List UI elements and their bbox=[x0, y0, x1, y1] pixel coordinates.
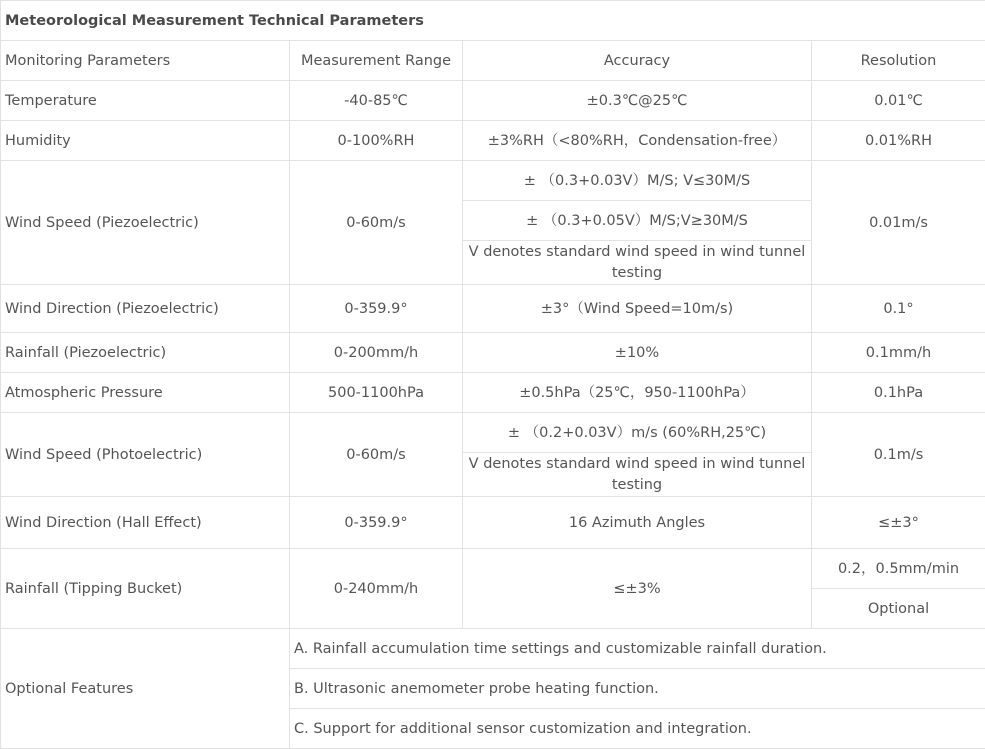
accuracy-note: V denotes standard wind speed in wind tunnel testing bbox=[463, 453, 812, 497]
range-cell: 0-359.9° bbox=[290, 497, 463, 549]
title-row bbox=[1, 1, 985, 41]
table-row bbox=[1, 497, 985, 549]
resolution-cell: 0.1m/s bbox=[812, 413, 985, 497]
table-row bbox=[1, 549, 985, 589]
param-cell: Rainfall (Piezoelectric) bbox=[1, 333, 290, 373]
resolution-cell: 0.01%RH bbox=[812, 121, 985, 161]
param-cell: Humidity bbox=[1, 121, 290, 161]
table-row bbox=[1, 121, 985, 161]
optional-feature-item: C. Support for additional sensor customization and integration. bbox=[290, 709, 985, 749]
param-cell: Wind Speed (Piezoelectric) bbox=[1, 161, 290, 285]
param-cell: Wind Direction (Piezoelectric) bbox=[1, 285, 290, 333]
table-row bbox=[1, 333, 985, 373]
range-cell: 0-100%RH bbox=[290, 121, 463, 161]
optional-features-label: Optional Features bbox=[1, 629, 290, 749]
param-cell: Temperature bbox=[1, 81, 290, 121]
resolution-cell: 0.1° bbox=[812, 285, 985, 333]
optional-feature-item: B. Ultrasonic anemometer probe heating function. bbox=[290, 669, 985, 709]
header-resolution: Resolution bbox=[812, 41, 985, 81]
accuracy-cell: 16 Azimuth Angles bbox=[463, 497, 812, 549]
table-row bbox=[1, 161, 985, 201]
param-cell: Rainfall (Tipping Bucket) bbox=[1, 549, 290, 629]
table-row bbox=[1, 413, 985, 453]
accuracy-note: V denotes standard wind speed in wind tunnel testing bbox=[463, 241, 812, 285]
range-cell: 0-60m/s bbox=[290, 413, 463, 497]
resolution-cell: 0.2，0.5mm/min bbox=[812, 549, 985, 589]
header-range: Measurement Range bbox=[290, 41, 463, 81]
range-cell: 0-240mm/h bbox=[290, 549, 463, 629]
resolution-cell: ≤±3° bbox=[812, 497, 985, 549]
accuracy-cell: ± （0.3+0.05V）M/S;V≥30M/S bbox=[463, 201, 812, 241]
resolution-cell: Optional bbox=[812, 589, 985, 629]
accuracy-cell: ± （0.2+0.03V）m/s (60%RH,25℃) bbox=[463, 413, 812, 453]
param-cell: Wind Speed (Photoelectric) bbox=[1, 413, 290, 497]
table-row bbox=[1, 629, 985, 669]
resolution-cell: 0.01m/s bbox=[812, 161, 985, 285]
header-row bbox=[1, 41, 985, 81]
range-cell: 0-359.9° bbox=[290, 285, 463, 333]
accuracy-cell: ±0.5hPa（25℃，950-1100hPa） bbox=[463, 373, 812, 413]
resolution-cell: 0.01℃ bbox=[812, 81, 985, 121]
accuracy-cell: ±3°（Wind Speed=10m/s) bbox=[463, 285, 812, 333]
table-row bbox=[1, 81, 985, 121]
resolution-cell: 0.1hPa bbox=[812, 373, 985, 413]
header-param: Monitoring Parameters bbox=[1, 41, 290, 81]
range-cell: 500-1100hPa bbox=[290, 373, 463, 413]
header-accuracy: Accuracy bbox=[463, 41, 812, 81]
param-cell: Wind Direction (Hall Effect) bbox=[1, 497, 290, 549]
resolution-cell: 0.1mm/h bbox=[812, 333, 985, 373]
optional-feature-item: A. Rainfall accumulation time settings and customizable rainfall duration. bbox=[290, 629, 985, 669]
accuracy-cell: ±3%RH（<80%RH，Condensation-free） bbox=[463, 121, 812, 161]
accuracy-cell: ± （0.3+0.03V）M/S; V≤30M/S bbox=[463, 161, 812, 201]
table-row bbox=[1, 285, 985, 333]
range-cell: -40-85℃ bbox=[290, 81, 463, 121]
accuracy-cell: ≤±3% bbox=[463, 549, 812, 629]
accuracy-cell: ±0.3℃@25℃ bbox=[463, 81, 812, 121]
param-cell: Atmospheric Pressure bbox=[1, 373, 290, 413]
range-cell: 0-200mm/h bbox=[290, 333, 463, 373]
table-row bbox=[1, 373, 985, 413]
accuracy-cell: ±10% bbox=[463, 333, 812, 373]
range-cell: 0-60m/s bbox=[290, 161, 463, 285]
table-title: Meteorological Measurement Technical Parameters bbox=[1, 1, 985, 41]
